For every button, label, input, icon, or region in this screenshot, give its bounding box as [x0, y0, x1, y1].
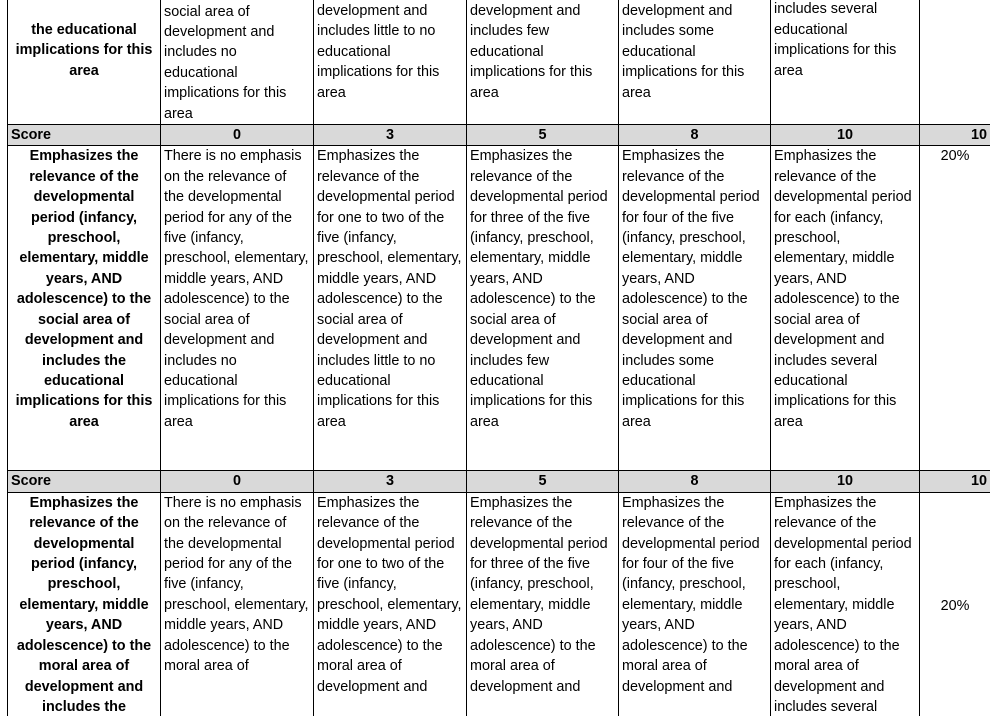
rubric-page — [7, 0, 990, 716]
level-10-cell: includes several educational implications for this area — [771, 0, 920, 125]
level-5-cell: Emphasizes the relevance of the developmental period for three of the five (infancy, preschool, elementary, middle years, AND adolescence) to the moral area of development and — [467, 492, 619, 716]
score-value: 5 — [467, 471, 619, 492]
score-row — [8, 125, 991, 146]
criterion-cell: the educational implications for this area — [8, 0, 161, 125]
level-3-cell: development and includes little to no educational implications for this area — [314, 0, 467, 125]
rubric-row-previous — [8, 0, 991, 125]
level-3-cell: Emphasizes the relevance of the developmental period for one to two of the five (infancy, preschool, elementary, middle years, AND adolescence) to the moral area of development and — [314, 492, 467, 716]
score-label: Score — [8, 471, 161, 492]
score-value: 3 — [314, 125, 467, 146]
level-0-cell: There is no emphasis on the relevance of the developmental period for any of the five (infancy, preschool, elementary, middle years, AND adolescence) to the moral area of — [161, 492, 314, 716]
score-value: 10 — [771, 125, 920, 146]
rubric-row-social — [8, 146, 991, 471]
level-5-cell: Emphasizes the relevance of the developmental period for three of the five (infancy, preschool, elementary, middle years, AND adolescence) to the social area of development and includes few educational implications for this area — [467, 146, 619, 471]
score-value: 8 — [619, 471, 771, 492]
score-value: 0 — [161, 125, 314, 146]
rubric-row-moral — [8, 492, 991, 716]
score-row — [8, 471, 991, 492]
level-8-cell: Emphasizes the relevance of the developmental period for four of the five (infancy, preschool, elementary, middle years, AND adolescence) to the social area of development and includes some educational implications for this area — [619, 146, 771, 471]
score-total: 10 — [920, 471, 991, 492]
score-label: Score — [8, 125, 161, 146]
level-10-cell: Emphasizes the relevance of the developmental period for each (infancy, preschool, elementary, middle years, AND adolescence) to the social area of development and includes several educational implications for this area — [771, 146, 920, 471]
score-value: 5 — [467, 125, 619, 146]
level-8-cell: development and includes some educational implications for this area — [619, 0, 771, 125]
level-8-cell: Emphasizes the relevance of the developmental period for four of the five (infancy, preschool, elementary, middle years, AND adolescence) to the moral area of development and — [619, 492, 771, 716]
level-0-cell: There is no emphasis on the relevance of the developmental period for any of the five (infancy, preschool, elementary, middle years, AND adolescence) to the social area of development and includes no educational implications for this area — [161, 146, 314, 471]
level-10-cell: Emphasizes the relevance of the developmental period for each (infancy, preschool, elementary, middle years, AND adolescence) to the moral area of development and includes several — [771, 492, 920, 716]
weight-cell — [920, 0, 991, 125]
score-total: 10 — [920, 125, 991, 146]
grading-rubric-table — [7, 0, 990, 716]
weight-cell: 20% — [920, 492, 991, 716]
level-0-cell: social area of development and includes no educational implications for this area — [161, 0, 314, 125]
score-value: 8 — [619, 125, 771, 146]
criterion-cell: Emphasizes the relevance of the developmental period (infancy, preschool, elementary, middle years, AND adolescence) to the social area of development and includes the educational implications for this area — [8, 146, 161, 471]
criterion-cell: Emphasizes the relevance of the developmental period (infancy, preschool, elementary, middle years, AND adolescence) to the moral area of development and includes the — [8, 492, 161, 716]
level-3-cell: Emphasizes the relevance of the developmental period for one to two of the five (infancy, preschool, elementary, middle years, AND adolescence) to the social area of development and includes little to no educational implications for this area — [314, 146, 467, 471]
weight-cell: 20% — [920, 146, 991, 471]
score-value: 0 — [161, 471, 314, 492]
score-value: 3 — [314, 471, 467, 492]
level-5-cell: development and includes few educational implications for this area — [467, 0, 619, 125]
score-value: 10 — [771, 471, 920, 492]
